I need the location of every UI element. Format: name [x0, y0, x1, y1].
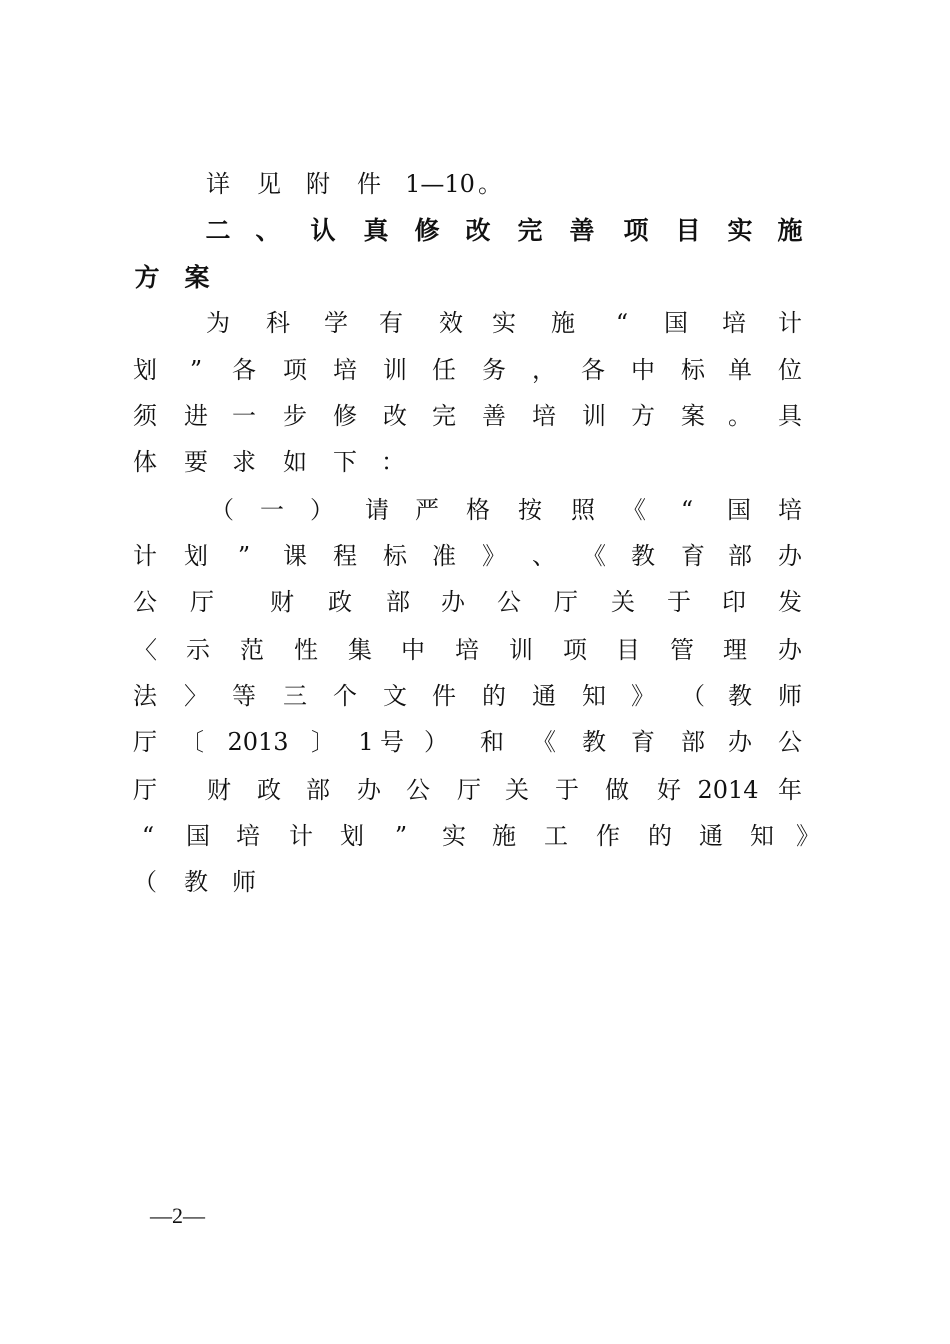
text-token: 办	[778, 542, 802, 570]
text-token: （	[210, 496, 234, 524]
text-token: 集	[348, 636, 372, 664]
text-token: 任	[432, 356, 456, 384]
text-token: 年	[778, 776, 802, 804]
text-token: 培	[236, 822, 260, 850]
text-token: 2013	[227, 728, 289, 756]
text-token: 、	[532, 542, 556, 570]
text-line	[0, 350, 950, 390]
text-token: ”	[189, 356, 203, 384]
text-token: 目	[675, 216, 701, 245]
text-token: 科	[266, 309, 290, 337]
text-token: 个	[333, 682, 357, 710]
text-token: 厅	[133, 728, 157, 756]
text-token: 见	[257, 170, 281, 198]
text-token: 准	[432, 542, 456, 570]
text-token: ”	[394, 822, 408, 850]
text-token: 计	[289, 822, 313, 850]
text-token: 培	[722, 309, 746, 337]
text-token: 国	[186, 822, 210, 850]
text-token: 印	[722, 588, 746, 616]
text-token: 修	[414, 216, 440, 245]
text-line	[0, 676, 950, 716]
text-token: 修	[333, 402, 357, 430]
text-token: 部	[681, 728, 705, 756]
text-token: 知	[750, 822, 774, 850]
text-token: 。	[728, 402, 752, 430]
text-token: 须	[133, 402, 157, 430]
text-token: 改	[465, 216, 491, 245]
text-line	[0, 770, 950, 810]
text-token: 案	[184, 263, 210, 292]
text-token: 按	[518, 496, 542, 524]
section-heading-line	[0, 211, 950, 251]
text-token: ，	[532, 356, 556, 384]
text-token: 训	[509, 636, 533, 664]
text-token: 〕	[311, 728, 335, 756]
text-token: 方	[631, 402, 655, 430]
text-token: 管	[670, 636, 694, 664]
text-token: 改	[383, 402, 407, 430]
text-token: 部	[306, 776, 330, 804]
text-token: 计	[778, 309, 802, 337]
text-token: 厅	[133, 776, 157, 804]
text-token: 标	[681, 356, 705, 384]
text-token: 单	[728, 356, 752, 384]
text-line	[0, 442, 950, 482]
text-token: （	[681, 682, 705, 710]
text-token: ”	[237, 542, 251, 570]
text-token: 体	[133, 448, 157, 476]
text-token: 照	[571, 496, 595, 524]
text-token: 1—10	[405, 170, 475, 198]
text-token: 实	[492, 309, 516, 337]
text-line	[0, 303, 950, 343]
page-number: —2—	[150, 1203, 205, 1228]
text-token: 〈	[133, 636, 157, 664]
text-token: 善	[482, 402, 506, 430]
text-token: 项	[283, 356, 307, 384]
text-token: 一	[232, 402, 256, 430]
text-token: 关	[611, 588, 635, 616]
text-line	[0, 164, 950, 204]
text-token: 政	[257, 776, 281, 804]
text-token: 二	[205, 216, 231, 245]
text-token: 、	[255, 216, 281, 245]
text-token: 案	[681, 402, 705, 430]
text-token: 知	[582, 682, 606, 710]
text-token: 项	[623, 216, 649, 245]
text-token: （	[133, 868, 157, 896]
text-token: 国	[664, 309, 688, 337]
text-token: 等	[232, 682, 256, 710]
section-heading-line	[0, 258, 950, 298]
text-token: 法	[133, 682, 157, 710]
text-token: 务	[482, 356, 506, 384]
text-token: 部	[386, 588, 410, 616]
text-token: 育	[631, 728, 655, 756]
text-token: 》	[796, 822, 820, 850]
text-token: 《	[532, 728, 556, 756]
text-token: 关	[505, 776, 529, 804]
text-token: 通	[532, 682, 556, 710]
text-token: 标	[383, 542, 407, 570]
text-token: 办	[357, 776, 381, 804]
text-token: 培	[532, 402, 556, 430]
text-token: 育	[681, 542, 705, 570]
text-token: 通	[699, 822, 723, 850]
text-token: 训	[383, 356, 407, 384]
text-token: 严	[415, 496, 439, 524]
text-token: 《	[622, 496, 646, 524]
text-token: 好	[657, 776, 681, 804]
text-token: “	[141, 822, 155, 850]
text-token: 教	[728, 682, 752, 710]
text-token: 具	[778, 402, 802, 430]
text-token: 财	[207, 776, 231, 804]
text-token: 三	[283, 682, 307, 710]
text-token: 为	[206, 309, 230, 337]
text-token: 各	[232, 356, 256, 384]
text-token: 》	[482, 542, 506, 570]
text-token: 于	[667, 588, 691, 616]
text-line	[0, 536, 950, 576]
text-token: 划	[184, 542, 208, 570]
text-token: 培	[778, 496, 802, 524]
text-token: 厅	[190, 588, 214, 616]
text-token: 公	[497, 588, 521, 616]
text-token: 的	[648, 822, 672, 850]
text-token: 格	[466, 496, 490, 524]
text-token: 请	[365, 496, 389, 524]
text-token: 计	[133, 542, 157, 570]
text-token: 文	[383, 682, 407, 710]
text-token: 实	[442, 822, 466, 850]
text-token: 程	[333, 542, 357, 570]
text-token: “	[615, 309, 629, 337]
text-token: 办	[441, 588, 465, 616]
text-token: “	[680, 496, 694, 524]
text-token: 附	[306, 170, 330, 198]
text-token: 实	[727, 216, 753, 245]
text-token: 位	[778, 356, 802, 384]
text-token: 有	[379, 309, 403, 337]
text-token: 进	[184, 402, 208, 430]
text-token: 培	[333, 356, 357, 384]
text-token: 施	[551, 309, 575, 337]
text-line	[0, 862, 950, 902]
text-token: 目	[616, 636, 640, 664]
text-token: 中	[631, 356, 655, 384]
text-token: 示	[186, 636, 210, 664]
text-token: 》	[631, 682, 655, 710]
text-token: 下	[333, 448, 357, 476]
text-line	[0, 722, 950, 762]
text-token: 办	[728, 728, 752, 756]
text-token: 课	[283, 542, 307, 570]
text-line	[0, 630, 950, 670]
text-token: 划	[133, 356, 157, 384]
text-token: 《	[582, 542, 606, 570]
text-line	[0, 396, 950, 436]
text-token: 要	[184, 448, 208, 476]
text-token: 公	[406, 776, 430, 804]
text-token: 教	[184, 868, 208, 896]
text-line	[0, 582, 950, 622]
text-token: 效	[439, 309, 463, 337]
text-line	[0, 490, 950, 530]
text-token: 教	[631, 542, 655, 570]
text-token: 详	[206, 170, 230, 198]
text-token: 方	[134, 263, 160, 292]
text-token: ：	[381, 448, 405, 476]
text-token: 〉	[184, 682, 208, 710]
text-token: 一	[260, 496, 284, 524]
text-token: 善	[569, 216, 595, 245]
text-token: 施	[492, 822, 516, 850]
text-token: 范	[240, 636, 264, 664]
text-token: 做	[605, 776, 629, 804]
text-token: 认	[310, 216, 336, 245]
text-token: 办	[778, 636, 802, 664]
text-token: 步	[283, 402, 307, 430]
text-token: 学	[324, 309, 348, 337]
text-token: 师	[232, 868, 256, 896]
text-token: 理	[723, 636, 747, 664]
text-token: ）	[424, 728, 448, 756]
text-token: 于	[555, 776, 579, 804]
text-token: 培	[455, 636, 479, 664]
text-token: 公	[778, 728, 802, 756]
text-token: ）	[310, 496, 334, 524]
text-token: 号	[380, 728, 404, 756]
text-line	[0, 816, 950, 856]
text-token: 工	[544, 822, 568, 850]
text-token: 真	[363, 216, 389, 245]
text-token: 中	[401, 636, 425, 664]
text-token: 。	[478, 170, 502, 198]
text-token: 件	[432, 682, 456, 710]
text-token: 划	[340, 822, 364, 850]
text-token: 和	[480, 728, 504, 756]
text-token: 〔	[180, 728, 204, 756]
text-token: 厅	[554, 588, 578, 616]
text-token: 公	[133, 588, 157, 616]
text-token: 发	[778, 588, 802, 616]
text-token: 厅	[457, 776, 481, 804]
text-token: 施	[777, 216, 803, 245]
text-token: 如	[283, 448, 307, 476]
text-token: 的	[482, 682, 506, 710]
text-token: 师	[778, 682, 802, 710]
text-token: 1	[358, 728, 374, 756]
text-token: 政	[328, 588, 352, 616]
text-token: 作	[596, 822, 620, 850]
text-token: 教	[582, 728, 606, 756]
text-token: 国	[727, 496, 751, 524]
text-token: 性	[294, 636, 318, 664]
text-token: 完	[517, 216, 543, 245]
text-token: 件	[357, 170, 381, 198]
text-token: 各	[581, 356, 605, 384]
text-token: 财	[270, 588, 294, 616]
text-token: 求	[232, 448, 256, 476]
text-token: 训	[582, 402, 606, 430]
text-token: 项	[563, 636, 587, 664]
text-token: 部	[728, 542, 752, 570]
text-token: 2014	[697, 776, 759, 804]
text-token: 完	[432, 402, 456, 430]
